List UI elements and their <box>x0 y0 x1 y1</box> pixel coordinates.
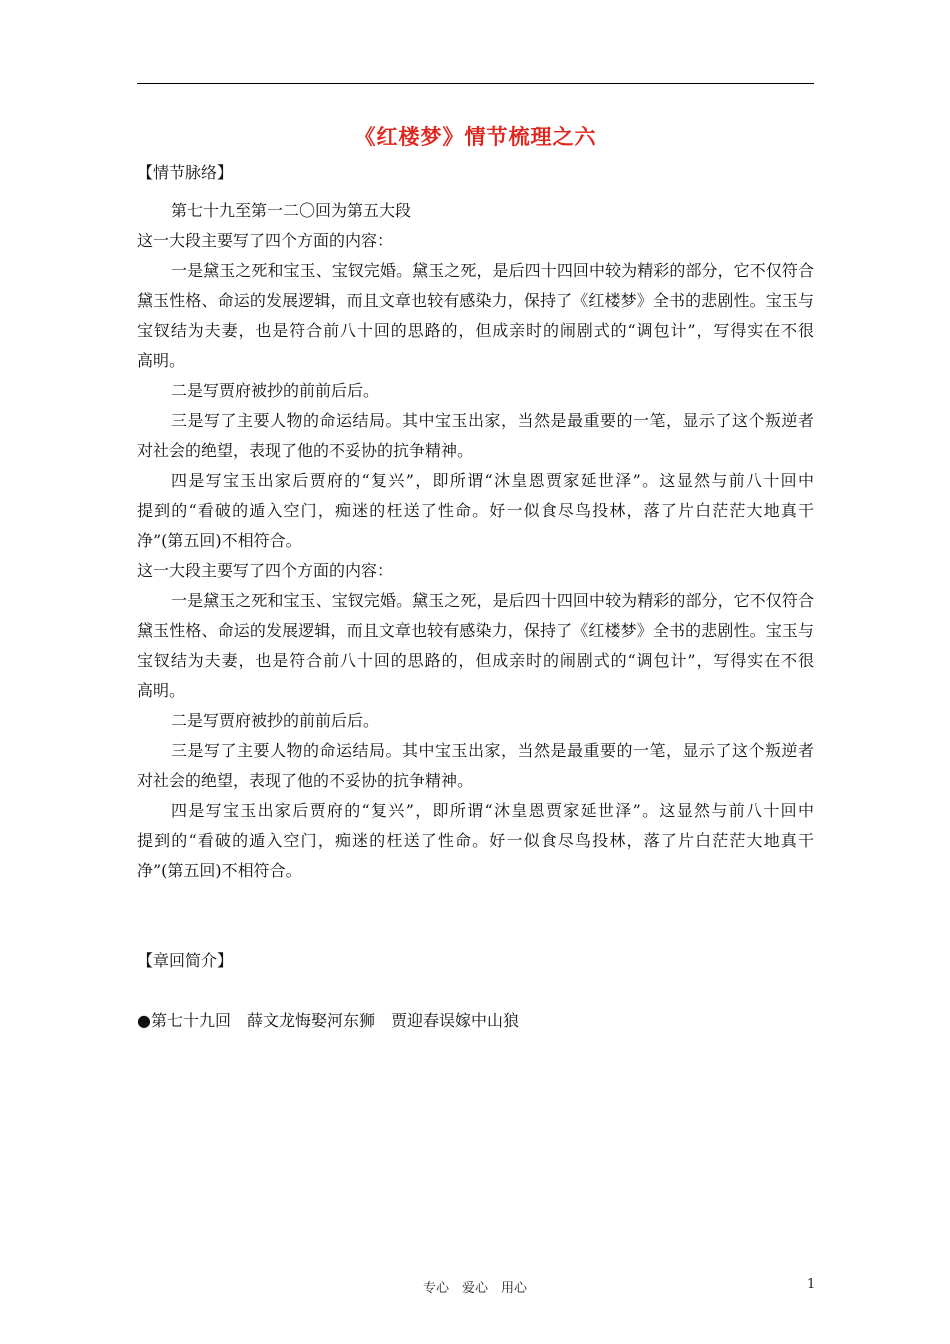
paragraph-line: 黛玉性格、命运的发展逻辑，而且文章也较有感染力，保持了《红楼梦》全书的悲剧性。宝玉与 <box>137 621 814 640</box>
page-number: 1 <box>807 1277 816 1292</box>
paragraph-line: 宝钗结为夫妻，也是符合前八十回的思路的，但成亲时的闹剧式的“调包计”，写得实在不很 <box>137 321 814 340</box>
section-heading-chapters: 【章回简介】 <box>137 951 234 970</box>
paragraph-line: 对社会的绝望，表现了他的不妥协的抗争精神。 <box>137 771 474 790</box>
header-rule <box>137 83 814 84</box>
paragraph-line: 宝钗结为夫妻，也是符合前八十回的思路的，但成亲时的闹剧式的“调包计”，写得实在不很 <box>137 651 814 670</box>
paragraph-line: 高明。 <box>137 681 186 700</box>
section-heading-plot: 【情节脉络】 <box>137 163 234 182</box>
paragraph-line: 三是写了主要人物的命运结局。其中宝玉出家，当然是最重要的一笔，显示了这个叛逆者 <box>171 411 814 430</box>
paragraph-line: 三是写了主要人物的命运结局。其中宝玉出家，当然是最重要的一笔，显示了这个叛逆者 <box>171 741 814 760</box>
paragraph-line: 净”(第五回)不相符合。 <box>137 531 302 550</box>
paragraph-line: 高明。 <box>137 351 186 370</box>
document-body <box>137 158 814 1036</box>
document-title: 《红楼梦》情节梳理之六 <box>354 124 597 149</box>
paragraph-line: 二是写贾府被抄的前前后后。 <box>171 711 380 730</box>
paragraph-line: 净”(第五回)不相符合。 <box>137 861 302 880</box>
paragraph-line: 四是写宝玉出家后贾府的“复兴”，即所谓“沐皇恩贾家延世泽”。这显然与前八十回中 <box>171 471 814 490</box>
paragraph-line: 一是黛玉之死和宝玉、宝钗完婚。黛玉之死，是后四十四回中较为精彩的部分，它不仅符合 <box>171 591 814 610</box>
paragraph-line: 一是黛玉之死和宝玉、宝钗完婚。黛玉之死，是后四十四回中较为精彩的部分，它不仅符合 <box>171 261 814 280</box>
paragraph-line: 提到的“看破的遁入空门，痴迷的枉送了性命。好一似食尽鸟投林，落了片白茫茫大地真干 <box>137 501 814 520</box>
paragraph-line: 对社会的绝望，表现了他的不妥协的抗争精神。 <box>137 441 474 460</box>
paragraph-line: 四是写宝玉出家后贾府的“复兴”，即所谓“沐皇恩贾家延世泽”。这显然与前八十回中 <box>171 801 814 820</box>
footer-motto: 专心 爱心 用心 <box>422 1281 527 1296</box>
paragraph-line: 二是写贾府被抄的前前后后。 <box>171 381 380 400</box>
paragraph-line: 黛玉性格、命运的发展逻辑，而且文章也较有感染力，保持了《红楼梦》全书的悲剧性。宝玉与 <box>137 291 814 310</box>
chapter-item: ●第七十九回 薛文龙悔娶河东狮 贾迎春误嫁中山狼 <box>137 1011 519 1030</box>
block-lead: 这一大段主要写了四个方面的内容： <box>137 231 394 250</box>
paragraph-line: 提到的“看破的遁入空门，痴迷的枉送了性命。好一似食尽鸟投林，落了片白茫茫大地真干 <box>137 831 814 850</box>
block-lead: 这一大段主要写了四个方面的内容： <box>137 561 394 580</box>
intro-line: 第七十九至第一二〇回为第五大段 <box>171 201 412 220</box>
